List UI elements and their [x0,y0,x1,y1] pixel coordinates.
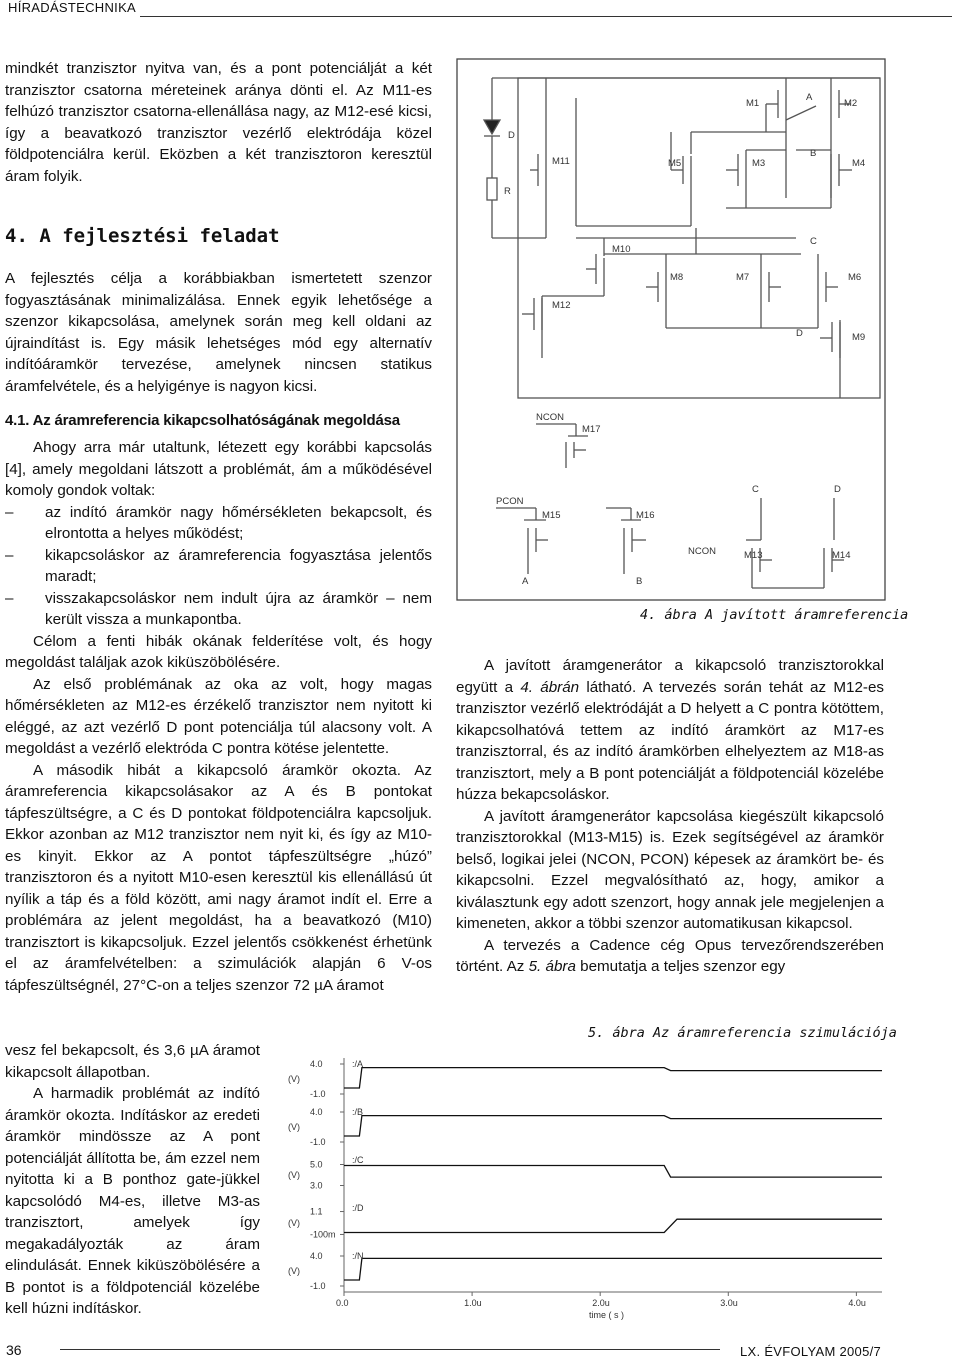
label-M1: M1 [746,98,760,109]
label-B-low: B [636,576,643,587]
right-paragraph-2: A javított áramgenerátor kapcsolása kiegészült kikapcsoló tranzisztorokkal (M13-M15) is. Ezek segítségével az áramkör belső, logikai jelei (NCON, PCON) képesek az áramkört be- és kikapcsolni. Ezzel megvalósítható az, hogy, amikor a kiválasztunk egy adott szenzort, hogy annak jele megjelenjen a kimeneten, akkor a többi szenzor automatikusan kikapcsol. [456,807,884,932]
y-unit-label: (V) [288,1218,300,1228]
y-unit-label: (V) [288,1122,300,1132]
section-41-body [5,437,432,996]
label-M11: M11 [552,156,570,167]
series-line [344,1068,882,1088]
second-problem-tail: vesz fel bekapcsolt, és 3,6 µA áramot kikapcsolt állapotban. [5,1042,260,1081]
label-M2: M2 [844,98,858,109]
x-tick-label: 2.0u [592,1298,610,1308]
list-item: – visszakapcsoláskor nem indult újra az áramkör – nem került vissza a munkapontba. [5,589,432,628]
right-column-body [456,655,884,978]
label-C-low: C [752,484,759,495]
volume-label: LX. ÉVFOLYAM 2005/7 [740,1344,882,1359]
x-tick-label: 0.0 [336,1298,349,1308]
label-A-low: A [522,576,529,587]
second-problem-paragraph: A második hibát a kikapcsoló áramkör okozta. Az áramreferencia kikapcsolásakor az A és B pontokat tápfeszültségre, a C és D pontokat földpotenciálra kapcsoljuk. Ekkor azonban az M12 tranzisztor nem nyit ki, és így az M10-es kinyit. Ekkor az A pontot tápfeszültségre „húzó” tranzisztoron és a nyitott M10-esen keresztül kis ellenállású út nyílik a táp és a föld között, ami nagy áramot indít el. Erre a problémára az jelent megoldást, ha a beavatkozó (M10) tranzisztort is kikapcsoljuk. Ezzel jelentős csökkenést érhetünk el az áramfelvételben: a szimulációk alapján 6 V-os tápfeszültségnél, 27°C-on a teljes szenzor 72 µA áramot [5,761,432,994]
list-item: – az indító áramkör nagy hőmérsékleten bekapcsolt, és elrontotta a helyes működést; [5,503,432,542]
label-M15: M15 [542,510,561,521]
series-line [344,1116,882,1136]
section-41-heading: 4.1. Az áramreferencia kikapcsolhatóságának megoldása [5,412,400,429]
label-R: R [504,186,511,197]
section-4-heading: 4. A fejlesztési feladat [5,225,280,247]
y-tick-label: -1.0 [310,1089,326,1099]
label-M8: M8 [670,272,684,283]
y-tick-label: 4.0 [310,1251,323,1261]
section-4-paragraph: A fejlesztés célja a korábbiakban ismertetett szenzor fogyasztásának minimalizálása. Ennek egyik lehetősége a szenzor kikapcsolása, amelynek során meg kell oldani az újraindítást is. Egy másik lehetséges mód egy alternatív indítóáramkör tervezése, amelynek nincsen statikus áramfelvétele, és a helyigénye is nagyon kicsi. [5,270,432,395]
page-number: 36 [6,1342,22,1358]
series-line [344,1166,882,1178]
label-M6: M6 [848,272,862,283]
series-label: :/A [352,1059,364,1069]
label-M3: M3 [752,158,766,169]
label-M10: M10 [612,244,631,255]
label-NCON: NCON [536,412,564,423]
figure-4-caption: 4. ábra A javított áramreferencia [640,607,909,623]
series-label: :/C [352,1155,364,1165]
label-D-low: D [834,484,841,495]
label-D-mid: D [796,328,803,339]
label-M12: M12 [552,300,571,311]
section-4-body [5,268,432,397]
running-header: HÍRADÁSTECHNIKA [8,0,137,15]
y-tick-label: -1.0 [310,1281,326,1291]
label-M7: M7 [736,272,750,283]
intro-paragraph [5,58,432,187]
right-paragraph-1: A javított áramgenerátor a kikapcsoló tranzisztorokkal együtt a 4. ábrán látható. A tervezés során tehát az M12-es tranzisztor vezérlő elektródáját a D helyett a C pontra kötöttem, kikapcsolhatóvá tettem az indító áramkört az M17-es tranzisztorral, és az indító áramkörben elhelyeztem az M18-as tranzisztort, mely a B pont potenciálját a földpotenciál közelébe húzza bekapcsoláskor. [456,657,884,803]
label-M5: M5 [668,158,682,169]
figure-5-ref: 5. ábra [528,958,576,975]
y-unit-label: (V) [288,1266,300,1276]
list-item: – kikapcsoláskor az áramreferencia fogyasztása jelentős maradt; [5,546,432,585]
y-unit-label: (V) [288,1170,300,1180]
label-PCON: PCON [496,496,524,507]
x-axis-label: time ( s ) [589,1310,624,1320]
label-B: B [810,148,817,159]
y-tick-label: -100m [310,1229,336,1240]
figure-4-ref: 4. ábrán [520,678,580,696]
label-M4: M4 [852,158,866,169]
section-41-intro: Ahogy arra már utaltunk, létezett egy korábbi kapcsolás [4], amely megoldani látszott a problémát, ám a működésével komoly gondok voltak: [5,439,432,499]
label-C: C [810,236,817,247]
label-M17: M17 [582,424,601,435]
label-D: D [508,130,515,141]
header-rule [140,16,952,17]
y-tick-label: 1.1 [310,1206,323,1217]
label-M13: M13 [744,550,763,561]
series-label: :/N [352,1251,364,1261]
x-tick-label: 4.0u [848,1298,866,1308]
series-label: :/B [352,1107,364,1117]
schematic-figure [456,58,888,602]
problem-list [5,502,432,631]
y-unit-label: (V) [288,1074,300,1084]
label-M16: M16 [636,510,655,521]
series-line [344,1219,882,1232]
label-NCON-low: NCON [688,546,716,557]
figure-5-caption: 5. ábra Az áramreferencia szimulációja [588,1025,897,1041]
x-tick-label: 3.0u [720,1298,738,1308]
y-tick-label: 4.0 [310,1059,323,1069]
intro-text: mindkét tranzisztor nyitva van, és a pont potenciálját a két tranzisztor csatorna méreteinek aránya dönti el. Az M11-es felhúzó tranzisztor csatorna-ellenállása nagy, az M12-esé kicsi, így a beavatkozó tranzisztor vezérlő elektródája közel földpotenciálra kerül. Eközben a két tranzisztoron keresztül áram folyik. [5,60,432,185]
label-M9: M9 [852,332,866,343]
third-problem-paragraph: A harmadik problémát az indító áramkör okozta. Indításkor az eredeti áramkör mindössze az A pont potenciálját állította be, ám ezzel nem nyitotta ki a B ponthoz gate-jükkel kapcsolódó M4-es, illetve M3-as tranzisztort, amelyek így megakadályozták az áram elindulását. Ennek kiküszöbölésére a B pontot is a földpotenciál közelébe kell húzni indításkor. [5,1085,260,1317]
x-tick-label: 1.0u [464,1298,482,1308]
goal-paragraph: Célom a fenti hibák okának felderítése volt, és hogy megoldást találjak azok kiküszöbölésére. [5,632,432,671]
series-label: :/D [352,1203,364,1213]
series-line [344,1258,882,1280]
y-tick-label: 5.0 [310,1159,323,1170]
y-tick-label: 4.0 [310,1107,323,1117]
footer-rule [60,1349,720,1350]
y-tick-label: 3.0 [310,1180,323,1191]
right-paragraph-3: A tervezés a Cadence cég Opus tervezőrendszerében történt. Az 5. ábra bemutatja a teljes szenzor egy [456,936,884,975]
label-A: A [806,92,813,103]
first-problem-paragraph: Az első problémának az oka az volt, hogy magas hőmérsékleten az M12-es érzékelő tranzisztor nem nyitott ki eléggé, az azt vezérlő D pont potenciálja túl alacsony volt. A megoldást a vezérlő elektróda C pontra kötése jelentette. [5,675,432,757]
y-tick-label: -1.0 [310,1137,326,1147]
label-M14: M14 [832,550,851,561]
simulation-chart [284,1048,896,1320]
left-narrow-body [5,1040,260,1320]
